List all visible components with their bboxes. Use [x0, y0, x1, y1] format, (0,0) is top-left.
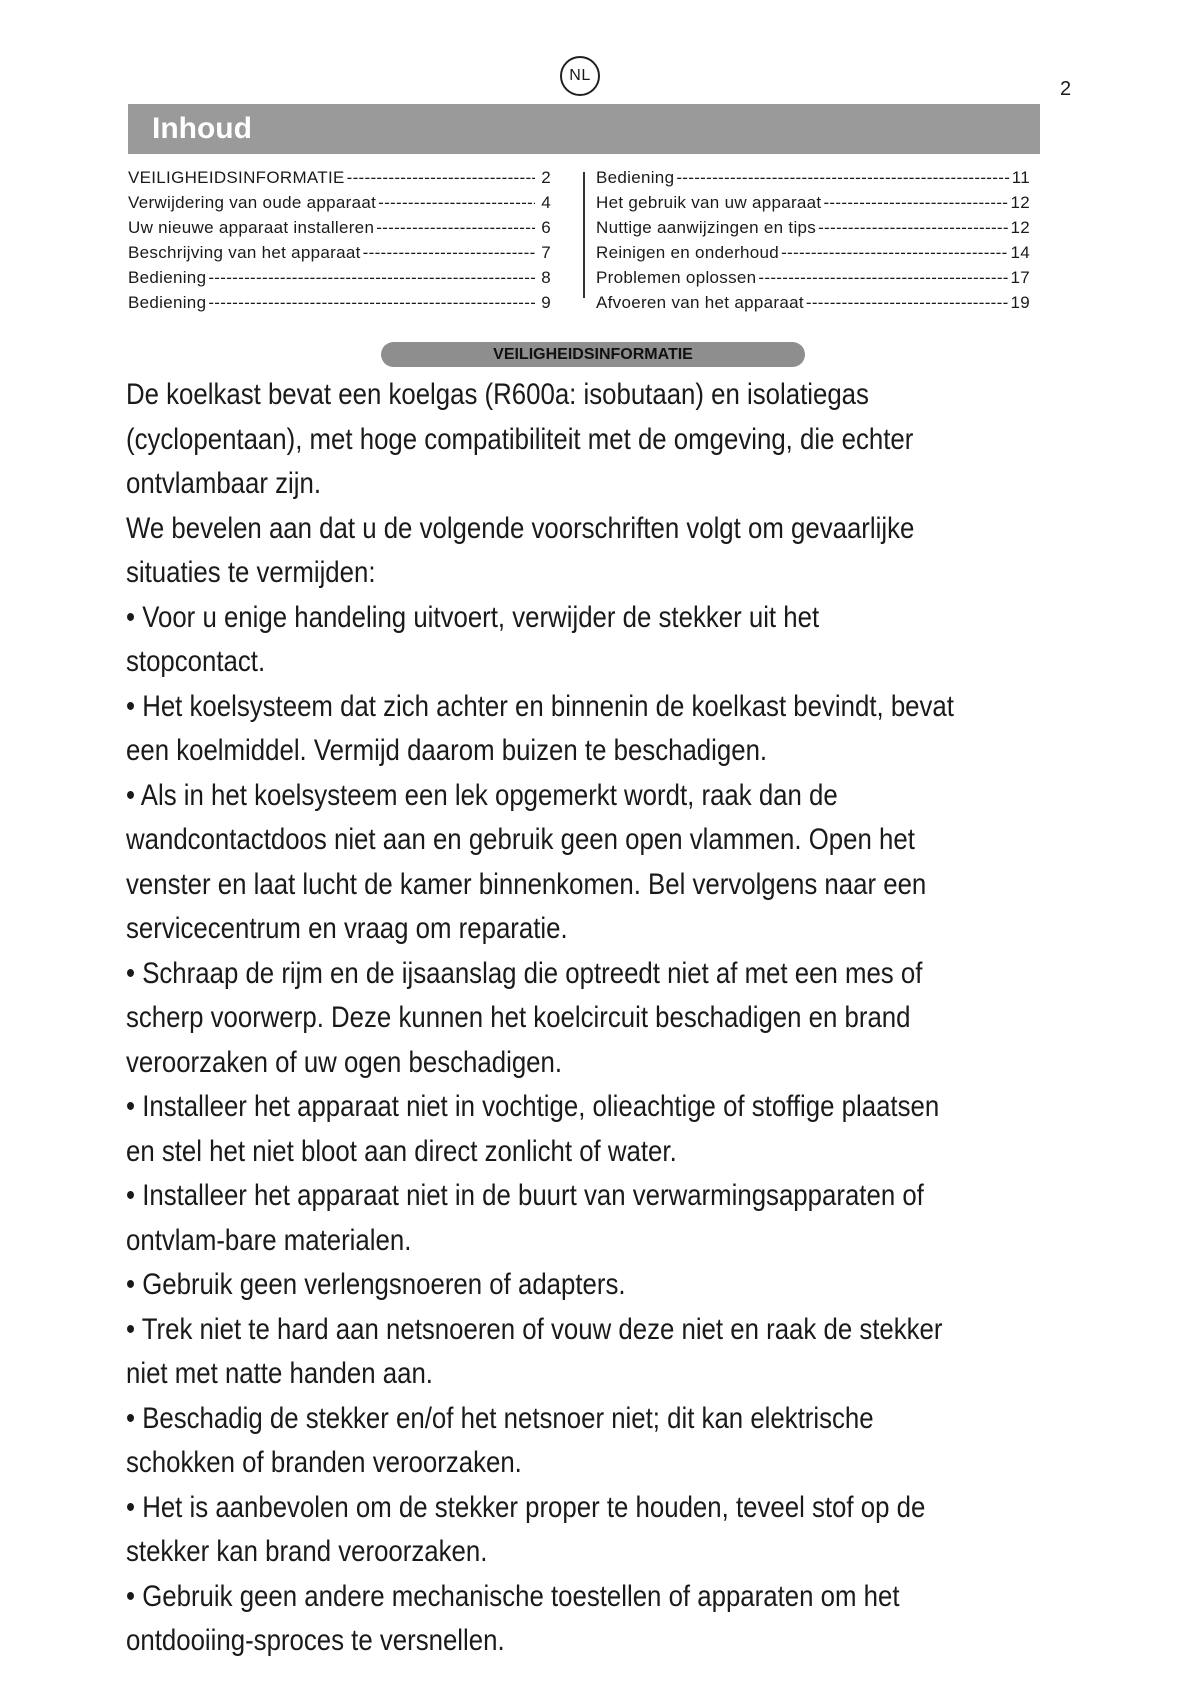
bullet-item: • Schraap de rijm en de ijsaanslag die optreedt niet af met een mes of scherp voorwerp. Deze kunnen het koelcircuit beschadigen en brand veroorzaken of uw ogen beschadigen. — [126, 956, 923, 1079]
toc-entry-page: 19 — [1010, 293, 1030, 312]
toc-leader — [208, 293, 535, 313]
paragraph: De koelkast bevat een koelgas (R600a: isobutaan) en isolatiegas (cyclopentaan), met hoge compatibiliteit met de omgeving, die echter ontvlambaar zijn. — [126, 378, 914, 500]
toc-entry-page: 6 — [541, 218, 551, 237]
bullet-item: • Trek niet te hard aan netsnoeren of vouw deze niet en raak de stekker niet met natte handen aan. — [126, 1312, 943, 1390]
section-heading: VEILIGHEIDSINFORMATIE — [381, 342, 805, 367]
bullet-item: • Het is aanbevolen om de stekker proper te houden, teveel stof op de stekker kan brand veroorzaken. — [126, 1490, 926, 1568]
toc-entry-page: 12 — [1010, 193, 1030, 212]
toc-entry-label: Nuttige aanwijzingen en tips — [596, 218, 817, 237]
toc-column-left — [128, 168, 551, 318]
toc-entry-page: 9 — [541, 293, 551, 312]
bullet-item: • Installeer het apparaat niet in vochtige, olieachtige of stoffige plaatsen en stel het niet bloot aan direct zonlicht of water. — [126, 1090, 940, 1168]
language-badge — [560, 56, 600, 96]
toc-entry-label: Het gebruik van uw apparaat — [596, 193, 822, 212]
page-number: 2 — [1060, 78, 1072, 100]
toc-leader — [758, 268, 1008, 288]
toc-entry-label: VEILIGHEIDSINFORMATIE — [128, 168, 345, 187]
toc-entry-page: 14 — [1010, 243, 1030, 262]
bullet-item: • Beschadig de stekker en/of het netsnoer niet; dit kan elektrische schokken of branden veroorzaken. — [126, 1401, 874, 1479]
toc-leader — [347, 168, 535, 188]
toc-leader — [806, 293, 1009, 313]
toc-entry-page: 2 — [541, 168, 551, 187]
toc-entry[interactable] — [128, 193, 551, 218]
bullet-item: • Installeer het apparaat niet in de buurt van verwarmingsapparaten of ontvlam-bare materialen. — [126, 1179, 924, 1257]
bullet-item: • Gebruik geen verlengsnoeren of adapters. — [126, 1268, 626, 1301]
toc-entry-label: Beschrijving van het apparaat — [128, 243, 361, 262]
toc-entry-page: 12 — [1010, 218, 1030, 237]
toc-entry[interactable] — [596, 218, 1030, 243]
bullet-item: • Als in het koelsysteem een lek opgemerkt wordt, raak dan de wandcontactdoos niet aan en gebruik geen open vlammen. Open het venster en laat lucht de kamer binnenkomen. Bel vervolgens naar een servicecentrum en vraag om reparatie. — [126, 778, 927, 945]
language-code: NL — [569, 67, 591, 84]
toc-entry[interactable] — [596, 243, 1030, 268]
toc-entry-page: 4 — [541, 193, 551, 212]
toc-entry[interactable] — [128, 268, 551, 293]
toc-leader — [818, 218, 1008, 238]
toc-entry-label: Bediening — [128, 293, 207, 312]
toc-entry[interactable] — [596, 193, 1030, 218]
toc-entry[interactable] — [596, 268, 1030, 293]
toc-entry-label: Uw nieuwe apparaat installeren — [128, 218, 375, 237]
bullet-item: • Voor u enige handeling uitvoert, verwijder de stekker uit het stopcontact. — [126, 600, 820, 678]
toc-leader — [363, 243, 535, 263]
toc-entry-page: 17 — [1010, 268, 1030, 287]
toc-entry[interactable] — [128, 293, 551, 318]
toc-leader — [376, 218, 535, 238]
bullet-item: • Het koelsysteem dat zich achter en binnenin de koelkast bevindt, bevat een koelmiddel. Vermijd daarom buizen te beschadigen. — [126, 689, 954, 767]
toc-entry-label: Verwijdering van oude apparaat — [128, 193, 377, 212]
toc-entry[interactable] — [596, 168, 1030, 193]
safety-text — [126, 373, 960, 1664]
toc-leader — [781, 243, 1008, 263]
toc-entry[interactable] — [596, 293, 1030, 318]
bullet-item: • Gebruik geen andere mechanische toestellen of apparaten om het ontdooiing-sproces te versnellen. — [126, 1579, 900, 1657]
toc-column-right — [596, 168, 1030, 318]
toc-entry-page: 7 — [541, 243, 551, 262]
toc-entry[interactable] — [128, 218, 551, 243]
toc-title: Inhoud — [128, 104, 1040, 154]
toc-divider — [583, 172, 585, 298]
toc-entry-label: Bediening — [596, 168, 675, 187]
toc-leader — [823, 193, 1008, 213]
toc-entry-page: 11 — [1011, 168, 1030, 187]
toc-entry[interactable] — [128, 243, 551, 268]
paragraph: We bevelen aan dat u de volgende voorschriften volgt om gevaarlijke situaties te vermijden: — [126, 511, 915, 589]
toc-entry-label: Reinigen en onderhoud — [596, 243, 780, 262]
toc-entry-label: Afvoeren van het apparaat — [596, 293, 804, 312]
toc-leader — [378, 193, 535, 213]
toc-leader — [676, 168, 1009, 188]
toc-entry[interactable] — [128, 168, 551, 193]
toc-entry-label: Bediening — [128, 268, 207, 287]
toc-leader — [208, 268, 535, 288]
toc-entry-page: 8 — [541, 268, 551, 287]
toc-entry-label: Problemen oplossen — [596, 268, 757, 287]
